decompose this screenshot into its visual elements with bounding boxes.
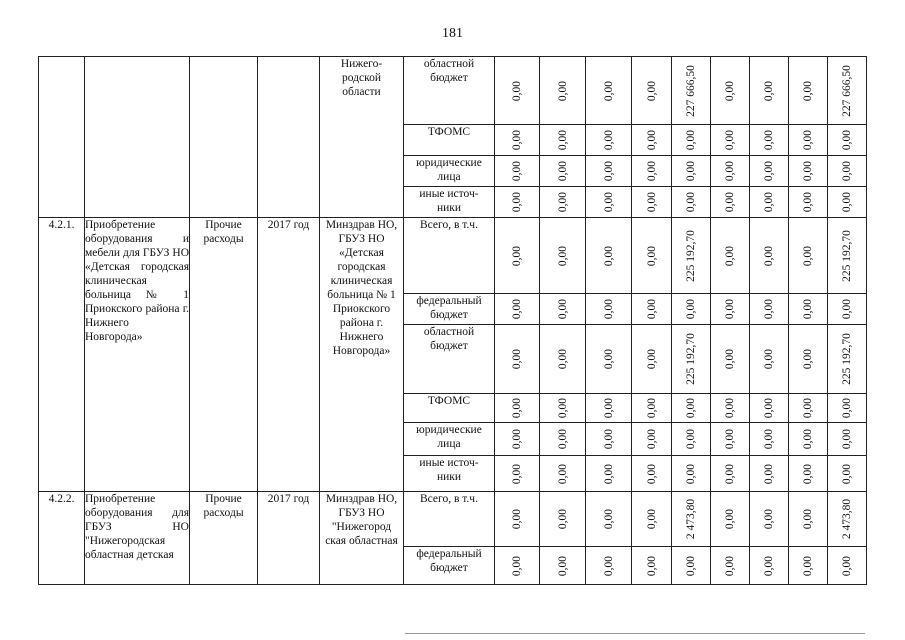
table-row [39, 492, 867, 547]
amount: 0,00 [724, 191, 736, 213]
amount: 0,00 [645, 463, 658, 484]
amount: 0,00 [724, 129, 736, 151]
value-cell [632, 394, 672, 423]
value-cell [711, 218, 750, 294]
value-cell [540, 394, 586, 423]
value-cell [711, 156, 750, 187]
value-cell [632, 218, 672, 294]
amount: 0,00 [511, 245, 523, 266]
amount: 0,00 [602, 160, 615, 182]
row-number: 4.2.2. [39, 492, 85, 585]
value-cell [495, 218, 540, 294]
amount: 0,00 [685, 463, 697, 484]
value-cell [750, 492, 789, 547]
amount: 0,00 [556, 80, 569, 101]
amount: 0,00 [511, 463, 523, 484]
amount: 0,00 [763, 463, 775, 484]
amount: 0,00 [685, 397, 697, 419]
value-cell [789, 125, 828, 156]
value-cell [586, 125, 632, 156]
value-cell [789, 325, 828, 394]
amount: 0,00 [802, 129, 814, 151]
value-cell [711, 57, 750, 125]
value-cell [632, 423, 672, 456]
value-cell [632, 547, 672, 585]
amount: 0,00 [685, 428, 697, 450]
amount: 0,00 [556, 129, 569, 151]
value-cell [540, 125, 586, 156]
value-cell [495, 456, 540, 492]
value-cell [672, 156, 711, 187]
value-cell [828, 423, 867, 456]
value-cell [586, 325, 632, 394]
period: 2017 год [258, 218, 320, 492]
value-cell [672, 294, 711, 325]
value-cell [495, 125, 540, 156]
value-cell [711, 187, 750, 218]
value-cell [828, 294, 867, 325]
value-cell [586, 156, 632, 187]
table-row [39, 57, 867, 125]
value-cell [828, 394, 867, 423]
value-cell [632, 456, 672, 492]
amount: 0,00 [763, 555, 775, 576]
funding-source: федеральный бюджет [404, 547, 495, 585]
value-cell [586, 294, 632, 325]
amount: 0,00 [763, 397, 775, 419]
value-cell [750, 394, 789, 423]
amount: 0,00 [724, 298, 736, 320]
amount: 0,00 [602, 191, 615, 213]
funding-source: Всего, в т.ч. [404, 492, 495, 547]
value-cell [540, 187, 586, 218]
amount: 0,00 [802, 298, 814, 320]
amount: 0,00 [602, 463, 615, 484]
value-cell [789, 456, 828, 492]
value-cell [540, 456, 586, 492]
value-cell [495, 547, 540, 585]
amount: 0,00 [556, 298, 569, 320]
value-cell [495, 294, 540, 325]
amount: 0,00 [724, 348, 736, 370]
value-cell [586, 187, 632, 218]
amount: 0,00 [802, 555, 814, 576]
funding-source: иные источ- ники [404, 187, 495, 218]
value-cell [828, 547, 867, 585]
value-cell [711, 294, 750, 325]
amount: 0,00 [685, 160, 697, 182]
amount: 0,00 [556, 191, 569, 213]
value-cell [586, 547, 632, 585]
amount: 0,00 [511, 348, 523, 370]
amount: 0,00 [763, 428, 775, 450]
value-cell [672, 456, 711, 492]
amount: 0,00 [602, 80, 615, 101]
amount: 0,00 [841, 397, 853, 419]
amount: 0,00 [763, 129, 775, 151]
amount: 0,00 [602, 397, 615, 419]
amount: 0,00 [763, 191, 775, 213]
amount: 0,00 [802, 463, 814, 484]
amount: 0,00 [841, 463, 853, 484]
amount: 0,00 [556, 428, 569, 450]
period: 2017 год [258, 492, 320, 585]
value-cell [672, 57, 711, 125]
value-cell [632, 325, 672, 394]
value-cell [672, 492, 711, 547]
value-cell [828, 156, 867, 187]
budget-table [38, 56, 867, 585]
value-cell [586, 394, 632, 423]
value-cell [672, 394, 711, 423]
value-cell [672, 547, 711, 585]
value-cell [540, 57, 586, 125]
value-cell [495, 394, 540, 423]
value-cell [828, 187, 867, 218]
amount: 227 666,50 [685, 64, 697, 117]
value-cell [711, 456, 750, 492]
value-cell [586, 218, 632, 294]
value-cell [789, 218, 828, 294]
amount: 0,00 [685, 191, 697, 213]
amount: 0,00 [724, 245, 736, 266]
amount: 0,00 [724, 428, 736, 450]
value-cell [750, 456, 789, 492]
amount: 0,00 [685, 555, 697, 576]
amount: 225 192,70 [685, 333, 697, 385]
amount: 2 473,80 [685, 498, 697, 540]
value-cell [750, 547, 789, 585]
amount: 0,00 [602, 245, 615, 266]
value-cell [789, 394, 828, 423]
amount: 0,00 [511, 397, 523, 419]
footer-rule [405, 633, 865, 634]
funding-source: федеральный бюджет [404, 294, 495, 325]
amount: 0,00 [645, 397, 658, 419]
funding-source: ТФОМС [404, 125, 495, 156]
amount: 0,00 [685, 298, 697, 320]
item-name [85, 57, 190, 218]
amount: 0,00 [802, 80, 814, 101]
row-number: 4.2.1. [39, 218, 85, 492]
value-cell [495, 57, 540, 125]
value-cell [828, 218, 867, 294]
value-cell [540, 492, 586, 547]
amount: 0,00 [511, 191, 523, 213]
expense-category [190, 57, 258, 218]
amount: 0,00 [802, 191, 814, 213]
item-name: Приобретение оборудования и мебели для ГБУЗ НО «Детская городская клиническая больница № 1 Приокского района г. Нижнего Новгорода» [85, 218, 190, 492]
amount: 0,00 [645, 555, 658, 576]
value-cell [672, 125, 711, 156]
amount: 0,00 [724, 160, 736, 182]
amount: 0,00 [763, 80, 775, 101]
value-cell [789, 492, 828, 547]
value-cell [750, 294, 789, 325]
value-cell [586, 57, 632, 125]
amount: 0,00 [645, 245, 658, 266]
value-cell [672, 325, 711, 394]
amount: 0,00 [602, 298, 615, 320]
value-cell [711, 492, 750, 547]
value-cell [632, 187, 672, 218]
amount: 0,00 [802, 160, 814, 182]
value-cell [828, 492, 867, 547]
amount: 0,00 [763, 245, 775, 266]
value-cell [586, 456, 632, 492]
value-cell [672, 423, 711, 456]
amount: 227 666,50 [841, 64, 853, 117]
amount: 0,00 [685, 129, 697, 151]
amount: 0,00 [645, 348, 658, 370]
amount: 0,00 [602, 508, 615, 530]
funding-source: ТФОМС [404, 394, 495, 423]
value-cell [750, 57, 789, 125]
value-cell [789, 294, 828, 325]
page-number: 181 [442, 26, 463, 41]
amount: 0,00 [645, 508, 658, 530]
amount: 0,00 [511, 160, 523, 182]
expense-category: Прочие расходы [190, 492, 258, 585]
funding-source: юридические лица [404, 156, 495, 187]
value-cell [828, 57, 867, 125]
value-cell [750, 218, 789, 294]
amount: 0,00 [802, 348, 814, 370]
period [258, 57, 320, 218]
amount: 0,00 [556, 463, 569, 484]
value-cell [540, 218, 586, 294]
amount: 0,00 [511, 508, 523, 530]
value-cell [632, 125, 672, 156]
amount: 0,00 [511, 428, 523, 450]
value-cell [711, 325, 750, 394]
funding-source: областной бюджет [404, 57, 495, 125]
amount: 0,00 [645, 129, 658, 151]
value-cell [711, 423, 750, 456]
amount: 0,00 [724, 397, 736, 419]
value-cell [495, 325, 540, 394]
amount: 0,00 [556, 555, 569, 576]
amount: 0,00 [511, 80, 523, 101]
amount: 0,00 [511, 129, 523, 151]
executor: Минздрав НО, ГБУЗ НО "Нижегород ская областная [320, 492, 404, 585]
amount: 0,00 [645, 191, 658, 213]
value-cell [750, 325, 789, 394]
amount: 0,00 [724, 508, 736, 530]
amount: 0,00 [645, 160, 658, 182]
amount: 0,00 [724, 463, 736, 484]
amount: 0,00 [724, 80, 736, 101]
value-cell [789, 57, 828, 125]
value-cell [750, 187, 789, 218]
value-cell [540, 156, 586, 187]
amount: 225 192,70 [841, 229, 853, 282]
amount: 0,00 [841, 428, 853, 450]
value-cell [789, 156, 828, 187]
value-cell [540, 294, 586, 325]
funding-source: Всего, в т.ч. [404, 218, 495, 294]
value-cell [495, 187, 540, 218]
value-cell [632, 492, 672, 547]
amount: 0,00 [556, 160, 569, 182]
amount: 0,00 [724, 555, 736, 576]
value-cell [828, 456, 867, 492]
value-cell [711, 547, 750, 585]
value-cell [632, 57, 672, 125]
amount: 0,00 [841, 160, 853, 182]
value-cell [495, 492, 540, 547]
value-cell [789, 187, 828, 218]
amount: 0,00 [763, 298, 775, 320]
amount: 0,00 [511, 555, 523, 576]
value-cell [750, 125, 789, 156]
value-cell [540, 423, 586, 456]
amount: 0,00 [645, 428, 658, 450]
value-cell [789, 423, 828, 456]
amount: 0,00 [763, 348, 775, 370]
amount: 0,00 [763, 160, 775, 182]
amount: 0,00 [645, 80, 658, 101]
executor: Минздрав НО, ГБУЗ НО «Детская городская клиническая больница № 1 Приокского района г. Нижнего Новгорода» [320, 218, 404, 492]
amount: 0,00 [841, 555, 853, 576]
value-cell [672, 218, 711, 294]
amount: 2 473,80 [841, 498, 853, 540]
amount: 0,00 [841, 298, 853, 320]
row-number [39, 57, 85, 218]
amount: 0,00 [645, 298, 658, 320]
value-cell [632, 294, 672, 325]
item-name: Приобретение оборудования для ГБУЗ НО "Нижегородская областная детская [85, 492, 190, 585]
amount: 0,00 [802, 245, 814, 266]
value-cell [540, 547, 586, 585]
funding-source: иные источ- ники [404, 456, 495, 492]
amount: 0,00 [802, 508, 814, 530]
value-cell [828, 125, 867, 156]
amount: 0,00 [556, 508, 569, 530]
amount: 0,00 [602, 348, 615, 370]
value-cell [586, 423, 632, 456]
amount: 0,00 [511, 298, 523, 320]
amount: 225 192,70 [685, 229, 697, 282]
value-cell [672, 187, 711, 218]
value-cell [632, 156, 672, 187]
amount: 0,00 [556, 348, 569, 370]
table-row [39, 218, 867, 294]
value-cell [750, 423, 789, 456]
amount: 225 192,70 [841, 333, 853, 385]
amount: 0,00 [763, 508, 775, 530]
value-cell [828, 325, 867, 394]
value-cell [586, 492, 632, 547]
value-cell [711, 125, 750, 156]
expense-category: Прочие расходы [190, 218, 258, 492]
funding-source: областной бюджет [404, 325, 495, 394]
value-cell [789, 547, 828, 585]
value-cell [495, 156, 540, 187]
amount: 0,00 [802, 397, 814, 419]
funding-source: юридические лица [404, 423, 495, 456]
value-cell [495, 423, 540, 456]
amount: 0,00 [602, 129, 615, 151]
value-cell [750, 156, 789, 187]
amount: 0,00 [802, 428, 814, 450]
amount: 0,00 [602, 428, 615, 450]
value-cell [711, 394, 750, 423]
value-cell [540, 325, 586, 394]
amount: 0,00 [556, 245, 569, 266]
amount: 0,00 [841, 191, 853, 213]
amount: 0,00 [841, 129, 853, 151]
amount: 0,00 [602, 555, 615, 576]
amount: 0,00 [556, 397, 569, 419]
executor: Нижего- родской области [320, 57, 404, 218]
